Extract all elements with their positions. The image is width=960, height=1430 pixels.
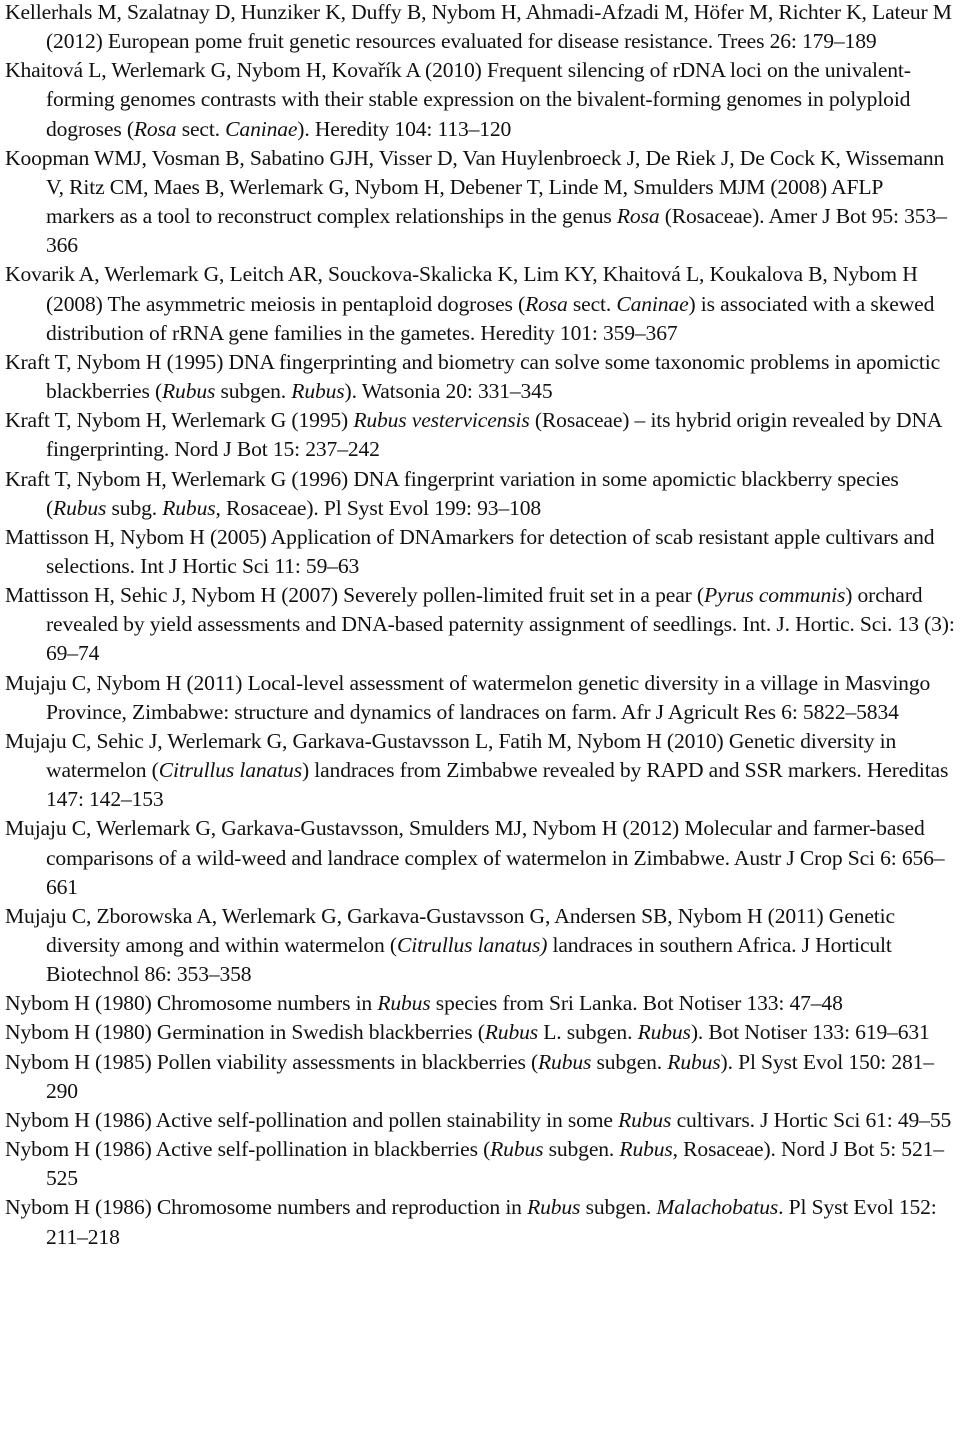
reference-italic-text: Citrullus lanatus [158, 758, 302, 783]
reference-list [5, 0, 956, 1252]
reference-entry [5, 406, 956, 464]
reference-text: Nybom H (1985) Pollen viability assessments in blackberries ( [5, 1049, 539, 1074]
reference-text: subgen. [543, 1137, 620, 1162]
reference-entry [5, 581, 956, 668]
reference-entry [5, 1106, 956, 1135]
reference-text: L. subgen. [538, 1020, 638, 1045]
reference-text: Mattisson H, Sehic J, Nybom H (2007) Severely pollen-limited fruit set in a pear ( [5, 583, 704, 608]
reference-entry [5, 902, 956, 989]
reference-italic-text: Rubus [162, 379, 216, 404]
reference-entry [5, 348, 956, 406]
reference-text: , Rosaceae). Nord J Bot 5: 521–525 [46, 1137, 944, 1191]
reference-entry [5, 669, 956, 727]
reference-text: ). Bot Notiser 133: 619–631 [690, 1020, 930, 1045]
reference-italic-text: Rosa [133, 116, 177, 141]
reference-entry [5, 465, 956, 523]
reference-entry [5, 1135, 956, 1193]
reference-italic-text: Rubus [377, 991, 431, 1016]
reference-text: sect. [176, 116, 226, 141]
reference-text: Mujaju C, Werlemark G, Garkava-Gustavsson, Smulders MJ, Nybom H (2012) Molecular and farmer-based comparisons of a wild-weed and landrace complex of watermelon in Zimbabwe. Austr J Crop Sci 6: 656–661 [5, 816, 945, 899]
reference-italic-text: Rosa [616, 204, 660, 229]
reference-text: Mujaju C, Nybom H (2011) Local-level assessment of watermelon genetic diversity in a village in Masvingo Province, Zimbabwe: structure and dynamics of landraces on farm. Afr J Agricult Res 6: 5822–5834 [5, 670, 931, 724]
reference-entry [5, 56, 956, 143]
reference-italic-text: Rubus [619, 1137, 673, 1162]
reference-entry [5, 144, 956, 261]
reference-italic-text: Rubus vestervicensis [353, 408, 530, 433]
reference-italic-text: Pyrus communis [703, 583, 846, 608]
reference-text: Kraft T, Nybom H (1995) DNA fingerprinting and biometry can solve some taxonomic problems in apomictic blackberries ( [5, 349, 941, 404]
reference-text: cultivars. J Hortic Sci 61: 49–55 [671, 1107, 952, 1132]
reference-italic-text: Rosa [525, 291, 568, 316]
reference-text: , Rosaceae). Pl Syst Evol 199: 93–108 [215, 495, 542, 520]
reference-italic-text: Rubus [527, 1195, 581, 1220]
reference-italic-text: Rubus [538, 1049, 592, 1074]
reference-text: Khaitová L, Werlemark G, Nybom H, Kovařík A (2010) Frequent silencing of rDNA loci on the univalent-forming genomes contrasts with their stable expression on the bivalent-forming genomes in polyploid dogroses ( [5, 58, 911, 141]
reference-italic-text: Caninae [616, 291, 689, 316]
reference-entry [5, 1018, 956, 1047]
reference-text: Nybom H (1980) Germination in Swedish blackberries ( [5, 1020, 485, 1045]
reference-entry [5, 523, 956, 581]
reference-italic-text: Rubus [667, 1049, 721, 1074]
reference-entry [5, 1193, 956, 1251]
reference-text: Mattisson H, Nybom H (2005) Application of DNAmarkers for detection of scab resistant apple cultivars and selections. Int J Hortic Sci 11: 59–63 [5, 524, 935, 578]
reference-italic-text: Malachobatus [656, 1195, 779, 1220]
reference-text: Kraft T, Nybom H, Werlemark G (1995) [5, 408, 354, 433]
reference-italic-text: Rubus [162, 495, 216, 520]
reference-entry [5, 989, 956, 1018]
reference-entry [5, 1048, 956, 1106]
reference-text: Mujaju C, Sehic J, Werlemark G, Garkava-Gustavsson L, Fatih M, Nybom H (2010) Genetic diversity in watermelon ( [5, 728, 897, 783]
reference-text: ). Watsonia 20: 331–345 [344, 379, 553, 404]
reference-text: sect. [567, 291, 617, 316]
reference-text: . Pl Syst Evol 152: 211–218 [46, 1195, 937, 1249]
reference-italic-text: Rubus [53, 495, 107, 520]
reference-entry [5, 0, 956, 56]
reference-text: Nybom H (1986) Active self-pollination in blackberries ( [5, 1137, 491, 1162]
reference-text: Nybom H (1980) Chromosome numbers in [5, 991, 378, 1016]
reference-text: Kovarik A, Werlemark G, Leitch AR, Souckova-Skalicka K, Lim KY, Khaitová L, Koukalova B, Nybom H (2008) The asymmetric meiosis in pentaploid dogroses ( [5, 262, 918, 316]
reference-entry [5, 814, 956, 901]
reference-text: ). Heredity 104: 113–120 [297, 116, 512, 141]
reference-entry [5, 260, 956, 347]
reference-text: ) orchard revealed by yield assessments and DNA-based paternity assignment of seedlings. Int. J. Hortic. Sci. 13 (3): 69–74 [46, 583, 955, 666]
reference-italic-text: Caninae [225, 116, 298, 141]
reference-text: Kellerhals M, Szalatnay D, Hunziker K, Duffy B, Nybom H, Ahmadi-Afzadi M, Höfer M, Richter K, Lateur M (2012) European pome fruit genetic resources evaluated for disease resistance. Trees 26: 179–189 [5, 0, 952, 54]
reference-text: ). Pl Syst Evol 150: 281–290 [46, 1049, 934, 1103]
reference-text: ) is associated with a skewed distribution of rRNA gene families in the gametes. Heredity 101: 359–367 [46, 291, 935, 345]
reference-italic-text: Rubus [291, 379, 345, 404]
reference-text: subgen. [591, 1049, 668, 1074]
reference-text: (Rosaceae) – its hybrid origin revealed by DNA fingerprinting. Nord J Bot 15: 237–242 [46, 408, 942, 462]
reference-text: subgen. [580, 1195, 657, 1220]
reference-text: subgen. [215, 379, 292, 404]
reference-text: Mujaju C, Zborowska A, Werlemark G, Garkava-Gustavsson G, Andersen SB, Nybom H (2011) Genetic diversity among and within watermelon ( [5, 903, 895, 957]
reference-italic-text: Rubus [637, 1020, 691, 1045]
reference-text: Koopman WMJ, Vosman B, Sabatino GJH, Visser D, Van Huylenbroeck J, De Riek J, De Cock K, Wissemann V, Ritz CM, Maes B, Werlemark G, Nybom H, Debener T, Linde M, Smulders MJM (2008) AFLP markers as a tool to reconstruct complex relationships in the genus [5, 145, 945, 229]
reference-text: (Rosaceae). Amer J Bot 95: 353–366 [46, 204, 947, 258]
reference-text: subg. [106, 495, 163, 520]
reference-italic-text: Rubus [618, 1107, 672, 1132]
reference-italic-text: Citrullus lanatus) [396, 933, 548, 957]
reference-italic-text: Rubus [490, 1137, 544, 1162]
reference-entry [5, 727, 956, 814]
reference-text: landraces in southern Africa. J Horticult Biotechnol 86: 353–358 [46, 933, 892, 987]
reference-text: species from Sri Lanka. Bot Notiser 133: 47–48 [430, 991, 843, 1016]
reference-text: ) landraces from Zimbabwe revealed by RAPD and SSR markers. Hereditas 147: 142–153 [46, 758, 949, 812]
reference-italic-text: Rubus [484, 1020, 539, 1045]
reference-text: Nybom H (1986) Active self-pollination and pollen stainability in some [5, 1107, 619, 1132]
reference-text: Kraft T, Nybom H, Werlemark G (1996) DNA fingerprint variation in some apomictic blackberry species ( [5, 466, 899, 520]
reference-text: Nybom H (1986) Chromosome numbers and reproduction in [5, 1195, 528, 1220]
